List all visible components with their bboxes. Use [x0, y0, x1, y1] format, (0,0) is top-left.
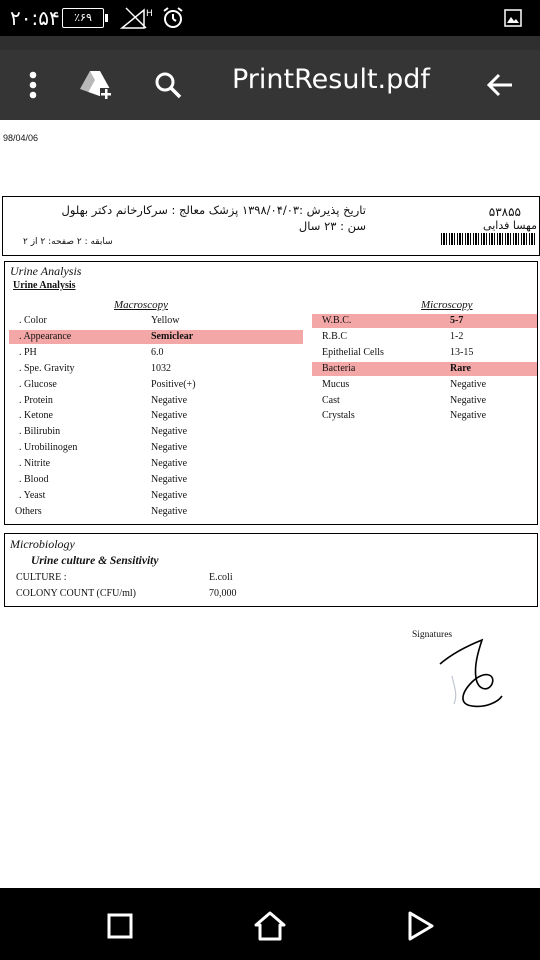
- test-result: Negative: [450, 378, 487, 390]
- back-icon[interactable]: [400, 906, 440, 946]
- macroscopy-row: [9, 409, 303, 423]
- test-name: Others: [15, 505, 42, 517]
- test-result: Negative: [151, 442, 188, 454]
- test-result: Negative: [450, 394, 487, 406]
- back-arrow-icon[interactable]: [480, 64, 520, 106]
- urine-analysis-section: [4, 261, 538, 525]
- battery-icon: ٪۶۹: [62, 8, 104, 28]
- test-result: 1032: [151, 362, 171, 374]
- page-info: سابقه : ۲ صفحه: ۲ از ۲: [23, 237, 113, 247]
- pdf-page[interactable]: [0, 120, 540, 888]
- macroscopy-row: [9, 473, 303, 487]
- signal-icon: [120, 6, 154, 35]
- test-name: Bacteria: [322, 362, 356, 374]
- macroscopy-row: [9, 505, 303, 519]
- patient-name: مهسا فدایی: [483, 219, 537, 232]
- test-name: . Ketone: [19, 410, 53, 422]
- microscopy-row: [312, 378, 537, 392]
- more-options-icon[interactable]: [18, 64, 48, 106]
- test-result: Negative: [151, 489, 188, 501]
- signature-label: Signatures: [412, 630, 453, 640]
- microscopy-row: [312, 330, 537, 344]
- add-to-drive-icon[interactable]: [76, 64, 116, 106]
- document-title: PrintResult.pdf: [232, 64, 430, 95]
- macroscopy-row: [9, 362, 303, 376]
- test-result: Rare: [450, 362, 471, 374]
- test-result: Negative: [151, 505, 188, 517]
- test-name: . Blood: [19, 474, 49, 485]
- test-name: . Nitrite: [19, 458, 51, 470]
- microscopy-row: [312, 409, 537, 423]
- macroscopy-row: [9, 394, 303, 408]
- test-name: . Urobilinogen: [19, 442, 78, 454]
- barcode: [441, 233, 537, 245]
- macroscopy-row: [9, 457, 303, 471]
- test-result: Negative: [151, 410, 188, 422]
- navigation-bar: [0, 888, 540, 960]
- test-result: 1-2: [450, 330, 464, 342]
- section-subtitle: Urine Analysis: [13, 280, 76, 291]
- test-name: Crystals: [322, 410, 355, 422]
- microscopy-row: [312, 394, 537, 408]
- macroscopy-row: [9, 378, 303, 392]
- test-name: . Color: [19, 315, 47, 326]
- test-result: 13-15: [450, 346, 474, 358]
- test-result: Yellow: [151, 315, 180, 326]
- gallery-icon: [504, 9, 522, 32]
- test-result: Negative: [151, 394, 188, 406]
- microscopy-header: Microscopy: [421, 299, 473, 311]
- alarm-icon: [162, 6, 184, 35]
- test-name: . Glucose: [19, 378, 57, 390]
- test-name: . Bilirubin: [19, 426, 61, 438]
- test-result: Negative: [151, 474, 188, 485]
- test-name: R.B.C: [322, 330, 348, 342]
- patient-id: ۵۳۸۵۵: [488, 205, 521, 219]
- test-name: . Protein: [19, 394, 53, 406]
- home-icon[interactable]: [250, 906, 290, 946]
- macroscopy-row: [9, 346, 303, 360]
- section-title: Microbiology: [10, 537, 75, 551]
- recent-apps-icon[interactable]: [100, 906, 140, 946]
- signature-image: [432, 626, 512, 710]
- test-result: Negative: [450, 410, 487, 422]
- test-name: Epithelial Cells: [322, 346, 384, 358]
- macroscopy-row: [9, 330, 303, 344]
- app-bar: [0, 50, 540, 120]
- test-result: 5-7: [450, 315, 464, 326]
- test-result: Negative: [151, 426, 188, 438]
- svg-text:H: H: [146, 9, 153, 19]
- culture-value: E.coli: [209, 572, 233, 583]
- section-subtitle: Urine culture & Sensitivity: [31, 555, 159, 567]
- microscopy-row: [312, 314, 537, 328]
- test-name: W.B.C.: [322, 315, 352, 326]
- test-name: . Spe. Gravity: [19, 362, 75, 374]
- test-result: Negative: [151, 458, 188, 470]
- patient-header: [2, 196, 540, 256]
- print-date: 98/04/06: [3, 133, 39, 143]
- status-time: ۲۰:۵۴: [10, 6, 60, 30]
- section-title: Urine Analysis: [10, 264, 82, 278]
- colony-count-value: 70,000: [209, 588, 237, 599]
- test-name: . PH: [19, 346, 37, 358]
- search-icon[interactable]: [150, 64, 186, 106]
- test-result: Semiclear: [151, 330, 194, 342]
- microscopy-row: [312, 346, 537, 360]
- test-name: . Yeast: [19, 489, 46, 501]
- microbiology-section: [4, 533, 538, 607]
- macroscopy-row: [9, 489, 303, 503]
- colony-count-label: COLONY COUNT (CFU/ml): [16, 588, 137, 599]
- macroscopy-row: [9, 314, 303, 328]
- admission-info: تاریخ پذیرش :۱۳۹۸/۰۴/۰۳ پزشک معالج : سرکارخانم دکتر بهلول: [61, 203, 366, 217]
- status-bar: [0, 0, 540, 36]
- test-name: . Appearance: [19, 330, 72, 342]
- macroscopy-row: [9, 425, 303, 439]
- macroscopy-row: [9, 441, 303, 455]
- patient-age: سن : ۲۳ سال: [298, 219, 366, 233]
- test-name: Mucus: [322, 378, 350, 390]
- test-name: Cast: [322, 394, 340, 406]
- culture-label: CULTURE :: [16, 572, 67, 583]
- macroscopy-header: Macroscopy: [114, 299, 168, 311]
- test-result: Positive(+): [151, 378, 196, 390]
- divider-strip: [0, 36, 540, 50]
- microscopy-row: [312, 362, 537, 376]
- test-result: 6.0: [151, 346, 164, 358]
